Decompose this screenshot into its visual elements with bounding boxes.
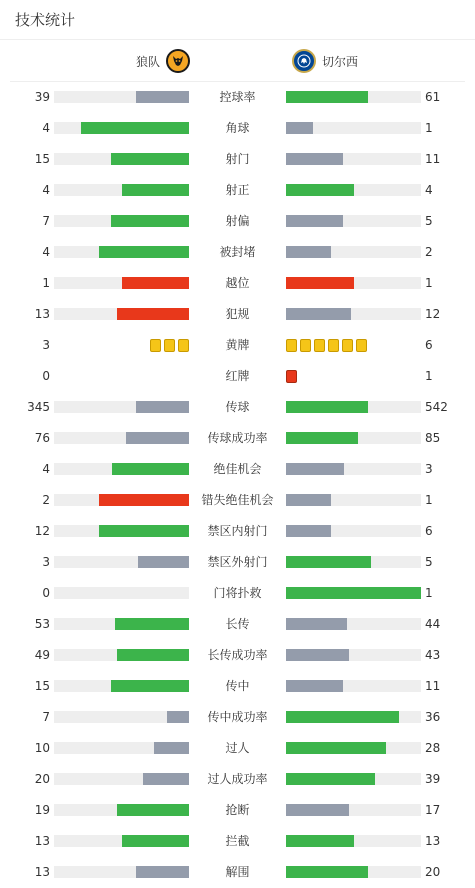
wolves-crest-icon [166, 49, 190, 73]
home-value: 19 [34, 803, 50, 817]
yellow-card-icon [286, 339, 297, 352]
home-bar-fill [167, 711, 189, 723]
home-bar-fill [117, 308, 189, 320]
away-bar-track [286, 556, 421, 568]
home-bar-fill [154, 742, 189, 754]
away-bar-track [286, 618, 421, 630]
stat-row [0, 175, 475, 206]
home-bar-fill [136, 866, 189, 878]
home-value: 1 [42, 276, 50, 290]
away-bar-track [286, 246, 421, 258]
yellow-card-icon [314, 339, 325, 352]
away-bar-track [286, 835, 421, 847]
stat-label: 射门 [225, 152, 250, 166]
home-bar-fill [136, 91, 189, 103]
away-bar-fill [286, 835, 354, 847]
home-value: 39 [34, 90, 50, 104]
away-value: 43 [425, 648, 441, 662]
away-bar-track [286, 494, 421, 506]
stat-label: 错失绝佳机会 [201, 493, 274, 507]
away-bar-track [286, 866, 421, 878]
home-value: 15 [34, 679, 50, 693]
stat-row [0, 671, 475, 702]
away-value: 20 [425, 865, 441, 879]
home-bar-track [54, 153, 189, 165]
away-value: 5 [425, 214, 433, 228]
home-bar-fill [117, 649, 189, 661]
home-bar-track [54, 587, 189, 599]
stat-row [0, 144, 475, 175]
away-value: 5 [425, 555, 433, 569]
stat-row [0, 454, 475, 485]
home-value: 7 [42, 710, 50, 724]
stat-label: 传球 [225, 400, 250, 414]
away-bar-track [286, 742, 421, 754]
home-value: 13 [34, 834, 50, 848]
stat-row [0, 268, 475, 299]
away-value: 2 [425, 245, 433, 259]
stat-label: 抢断 [225, 803, 250, 817]
stat-row [0, 702, 475, 733]
away-bar-track [286, 308, 421, 320]
page-title: 技术统计 [15, 11, 76, 29]
stat-row [0, 423, 475, 454]
yellow-card-icon [328, 339, 339, 352]
home-bar-track [54, 184, 189, 196]
away-bar-fill [286, 215, 343, 227]
away-value: 1 [425, 369, 433, 383]
home-bar-fill [81, 122, 189, 134]
home-value: 3 [42, 555, 50, 569]
away-value: 1 [425, 121, 433, 135]
home-bar-fill [117, 804, 189, 816]
yellow-card-icon [342, 339, 353, 352]
stat-label: 过人 [225, 741, 250, 755]
stat-label: 解围 [225, 865, 250, 879]
home-value: 0 [42, 586, 50, 600]
away-bar-track [286, 401, 421, 413]
home-value: 53 [34, 617, 50, 631]
home-bar-track [54, 91, 189, 103]
stat-label: 门将扑救 [213, 586, 262, 600]
home-value: 345 [27, 400, 50, 414]
away-bar-track [286, 215, 421, 227]
home-bar-fill [122, 184, 190, 196]
home-bar-track [54, 246, 189, 258]
home-value: 10 [34, 741, 50, 755]
stat-row [0, 640, 475, 671]
away-bar-fill [286, 649, 349, 661]
away-bar-track [286, 184, 421, 196]
away-bar-fill [286, 277, 354, 289]
yellow-card-icon [178, 339, 189, 352]
home-value: 4 [42, 245, 50, 259]
home-bar-track [54, 866, 189, 878]
away-value: 1 [425, 276, 433, 290]
away-value: 1 [425, 586, 433, 600]
home-value: 4 [42, 462, 50, 476]
home-bar-track [54, 401, 189, 413]
away-bar-fill [286, 711, 399, 723]
away-value: 44 [425, 617, 441, 631]
away-value: 6 [425, 338, 433, 352]
home-bar-track [54, 556, 189, 568]
chelsea-crest-icon [292, 49, 316, 73]
away-bar-track [286, 463, 421, 475]
stat-row [0, 330, 475, 361]
home-bar-track [54, 680, 189, 692]
home-value: 20 [34, 772, 50, 786]
home-bar-track [54, 711, 189, 723]
yellow-card-icon [300, 339, 311, 352]
home-value: 15 [34, 152, 50, 166]
away-bar-track [286, 773, 421, 785]
home-value: 4 [42, 183, 50, 197]
home-bar-track [54, 649, 189, 661]
stat-row [0, 609, 475, 640]
home-bar-fill [138, 556, 189, 568]
stat-row [0, 485, 475, 516]
home-value: 49 [34, 648, 50, 662]
home-bar-track [54, 463, 189, 475]
away-bar-track [286, 711, 421, 723]
away-cards [286, 339, 367, 352]
away-bar-fill [286, 91, 368, 103]
home-bar-track [54, 308, 189, 320]
stat-label: 红牌 [225, 369, 250, 383]
away-value: 6 [425, 524, 433, 538]
away-team-name: 切尔西 [322, 54, 359, 69]
stat-row [0, 113, 475, 144]
away-bar-fill [286, 680, 343, 692]
home-value: 2 [42, 493, 50, 507]
yellow-card-icon [164, 339, 175, 352]
away-value: 1 [425, 493, 433, 507]
home-bar-fill [115, 618, 189, 630]
stat-label: 角球 [225, 121, 250, 135]
home-bar-fill [111, 153, 189, 165]
home-bar-fill [99, 494, 189, 506]
stat-row [0, 578, 475, 609]
away-team[interactable] [292, 49, 358, 73]
home-value: 13 [34, 865, 50, 879]
stat-row [0, 516, 475, 547]
away-bar-fill [286, 525, 331, 537]
home-bar-track [54, 215, 189, 227]
away-cards [286, 370, 297, 383]
away-bar-fill [286, 618, 347, 630]
away-value: 28 [425, 741, 441, 755]
stat-label: 犯规 [225, 307, 250, 321]
home-value: 7 [42, 214, 50, 228]
away-value: 3 [425, 462, 433, 476]
home-bar-track [54, 122, 189, 134]
away-bar-fill [286, 153, 343, 165]
yellow-card-icon [356, 339, 367, 352]
stat-label: 拦截 [225, 834, 250, 848]
stat-label: 传球成功率 [207, 431, 268, 445]
away-bar-track [286, 525, 421, 537]
away-value: 11 [425, 679, 441, 693]
away-value: 13 [425, 834, 441, 848]
home-value: 3 [42, 338, 50, 352]
away-value: 85 [425, 431, 441, 445]
stat-label: 禁区内射门 [207, 524, 268, 538]
stat-row [0, 299, 475, 330]
away-bar-track [286, 91, 421, 103]
stat-row [0, 826, 475, 857]
stat-label: 长传成功率 [207, 648, 268, 662]
away-bar-fill [286, 587, 421, 599]
away-bar-track [286, 153, 421, 165]
home-value: 76 [34, 431, 50, 445]
away-value: 12 [425, 307, 441, 321]
home-value: 0 [42, 369, 50, 383]
home-bar-fill [99, 246, 189, 258]
home-bar-track [54, 618, 189, 630]
home-bar-fill [143, 773, 189, 785]
stat-label: 被封堵 [219, 245, 256, 259]
stat-row [0, 82, 475, 113]
stat-label: 越位 [225, 276, 250, 290]
away-bar-fill [286, 122, 313, 134]
home-team-name: 狼队 [135, 54, 160, 69]
stat-label: 射正 [225, 183, 250, 197]
stat-row [0, 547, 475, 578]
away-bar-fill [286, 773, 375, 785]
stat-label: 传中成功率 [207, 710, 268, 724]
stat-row [0, 361, 475, 392]
stat-label: 控球率 [219, 90, 256, 104]
away-value: 39 [425, 772, 441, 786]
team-header [0, 40, 475, 82]
home-team[interactable] [136, 49, 190, 73]
home-bar-track [54, 804, 189, 816]
stat-row [0, 206, 475, 237]
stat-label: 禁区外射门 [207, 555, 268, 569]
home-bar-fill [122, 277, 190, 289]
home-value: 4 [42, 121, 50, 135]
away-bar-track [286, 277, 421, 289]
home-bar-fill [126, 432, 189, 444]
home-bar-track [54, 742, 189, 754]
away-bar-fill [286, 401, 368, 413]
away-bar-fill [286, 556, 371, 568]
home-bar-fill [122, 835, 190, 847]
stat-row [0, 237, 475, 268]
stat-label: 传中 [225, 679, 250, 693]
home-bar-fill [136, 401, 189, 413]
home-bar-fill [111, 680, 189, 692]
red-card-icon [286, 370, 297, 383]
away-bar-fill [286, 184, 354, 196]
stat-label: 过人成功率 [207, 772, 268, 786]
away-bar-fill [286, 866, 368, 878]
away-value: 4 [425, 183, 433, 197]
away-bar-fill [286, 494, 331, 506]
away-bar-fill [286, 308, 351, 320]
stat-label: 长传 [225, 617, 250, 631]
stat-row [0, 857, 475, 888]
away-value: 61 [425, 90, 441, 104]
away-bar-track [286, 804, 421, 816]
away-bar-track [286, 587, 421, 599]
away-value: 542 [425, 400, 448, 414]
away-bar-fill [286, 246, 331, 258]
away-bar-track [286, 680, 421, 692]
away-bar-track [286, 432, 421, 444]
stat-row [0, 764, 475, 795]
stat-label: 黄牌 [225, 338, 250, 352]
stat-row [0, 392, 475, 423]
stat-row [0, 795, 475, 826]
home-bar-track [54, 773, 189, 785]
away-bar-track [286, 649, 421, 661]
away-bar-fill [286, 463, 344, 475]
stat-label: 绝佳机会 [213, 462, 262, 476]
home-bar-fill [111, 215, 189, 227]
away-bar-fill [286, 432, 358, 444]
home-bar-fill [99, 525, 189, 537]
stat-row [0, 733, 475, 764]
stat-label: 射偏 [225, 214, 250, 228]
away-value: 36 [425, 710, 441, 724]
home-bar-fill [112, 463, 189, 475]
away-bar-fill [286, 742, 386, 754]
away-bar-fill [286, 804, 349, 816]
home-value: 13 [34, 307, 50, 321]
away-value: 11 [425, 152, 441, 166]
home-bar-track [54, 525, 189, 537]
yellow-card-icon [150, 339, 161, 352]
home-bar-track [54, 277, 189, 289]
home-bar-track [54, 835, 189, 847]
home-bar-track [54, 494, 189, 506]
stats-list [0, 82, 475, 888]
away-value: 17 [425, 803, 441, 817]
away-bar-track [286, 122, 421, 134]
home-value: 12 [34, 524, 50, 538]
home-bar-track [54, 432, 189, 444]
home-cards [150, 339, 189, 352]
